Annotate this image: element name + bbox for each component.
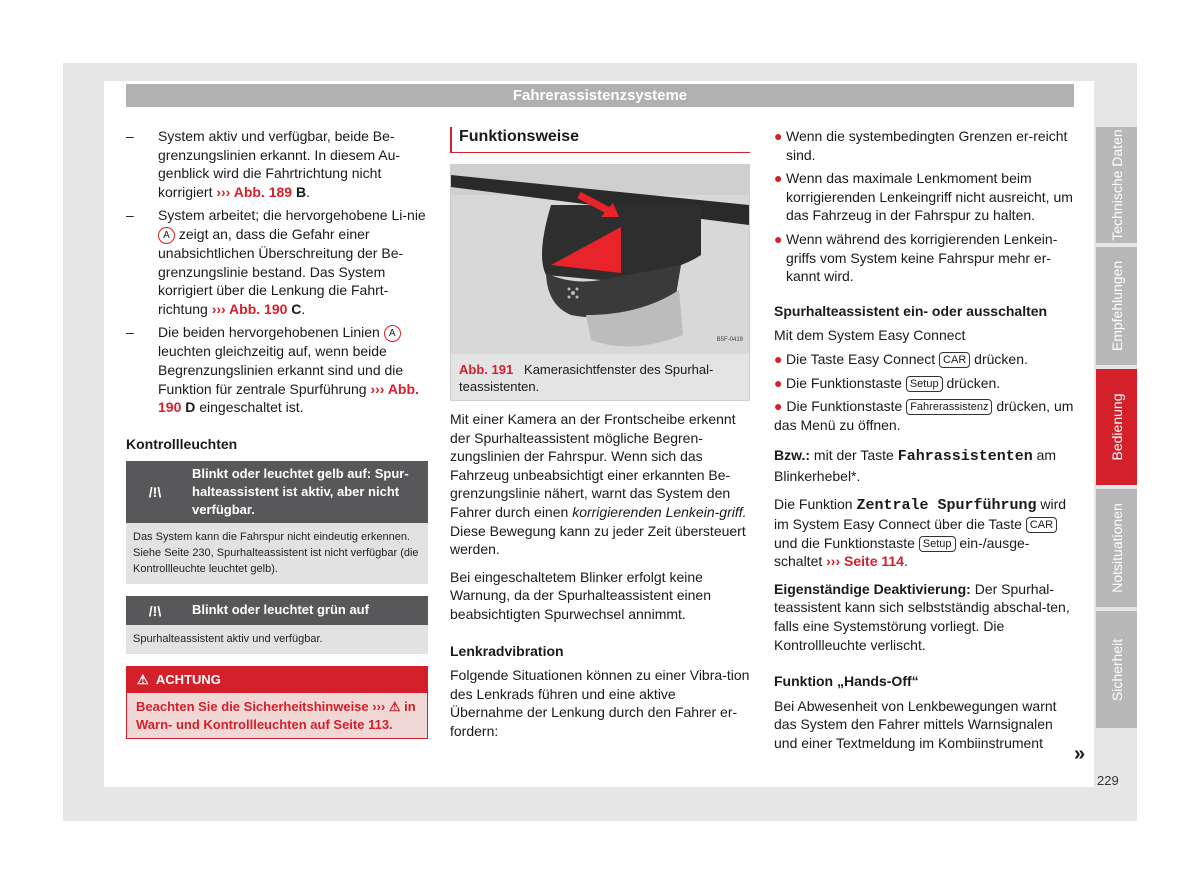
list-item (774, 169, 1076, 225)
warning-title: ACHTUNG (155, 672, 221, 688)
tab-notsituationen[interactable] (1096, 489, 1137, 607)
setup-key: Setup (919, 536, 956, 552)
dash-marker: – (126, 128, 134, 144)
column-middle (450, 127, 750, 741)
warning-header (127, 667, 427, 693)
mono-term: Zentrale Spurführung (856, 496, 1037, 514)
list-item (126, 323, 428, 416)
bullet-dot: ● (774, 230, 783, 247)
paragraph: Bei eingeschaltetem Blinker erfolgt keine Warnung, da der Spurhalteassistent einen beabsichtigten Spurwechsel annimmt. (450, 568, 711, 622)
camera-window-image (451, 165, 749, 354)
lenkradvibration-heading: Lenkradvibration (450, 642, 564, 659)
step-item (774, 374, 1076, 393)
page-link[interactable]: ››› Seite 114 (826, 553, 904, 570)
tab-label: Notsituationen (1108, 503, 1125, 593)
item-text: Wenn das maximale Lenkmoment beim korrigierenden Lenkeingriff nicht ausreicht, um das Fahrzeug in der Fahrspur zu halten. (786, 170, 1073, 224)
list-item (774, 230, 1076, 286)
paragraph-text: ein-/ausge-schaltet (774, 534, 1030, 570)
item-text: drücken, um das Menü zu öffnen. (774, 398, 1074, 433)
figure-191 (450, 164, 750, 401)
fahrerassistenz-key: Fahrerassistenz (906, 399, 992, 415)
paragraph-text: und die Funktionstaste (774, 534, 919, 551)
dash-marker: – (126, 324, 134, 341)
lane-assist-icon: /!\ (148, 602, 162, 619)
list-item (126, 127, 428, 201)
bullet-dot: ● (774, 374, 783, 391)
item-text: D (181, 399, 196, 416)
tab-empfehlungen[interactable] (1096, 247, 1137, 365)
item-text: drücken. (970, 350, 1028, 367)
indicator-lamp-green (126, 596, 428, 654)
paragraph-text: am Blinkerhebel*. (774, 447, 1057, 484)
section-title: Funktionsweise (450, 127, 750, 153)
item-text: leuchten gleichzeitig auf, wenn beide Begrenzungslinien erkannt sind und die Funktion für zentrale Spurführung (158, 343, 404, 397)
list-item (126, 206, 428, 318)
lamp-title: Blinkt oder leuchtet gelb auf: Spur-halteassistent ist aktiv, aber nicht verfügbar. (192, 466, 409, 518)
paragraph-text: Mit einer Kamera an der Frontscheibe erkennt der Spurhalteassistent mögliche Begren-zungslinien der Fahrspur. Wenn sich das Fahrzeug unbeabsichtigt einer erkannten Be-grenzungslinie nähert, warnt das System den Fahrer durch einen (450, 411, 736, 520)
paragraph: Bei Abwesenheit von Lenkbewegungen warnt das System den Fahrer mittels Warnsignalen und einer Textmeldung im Kombiinstrument (774, 697, 1057, 752)
lamp-description: Das System kann die Fahrspur nicht eindeutig erkennen. Siehe Seite 230, Spurhalteassistent ist nicht verfügbar (die Kontrollleuchte leuchtet gelb). (126, 523, 428, 584)
figure-caption (451, 354, 749, 400)
figure-link[interactable]: ››› Abb. 189 (216, 183, 293, 200)
setup-key: Setup (906, 376, 943, 392)
item-text: Wenn die systembedingten Grenzen er-reicht sind. (786, 128, 1068, 163)
figure-link[interactable]: ››› Abb. 190 (211, 300, 288, 317)
paragraph-emphasis: korrigierenden Lenkein-griff. (572, 503, 747, 520)
onoff-heading: Spurhalteassistent ein- oder ausschalten (774, 302, 1048, 319)
item-text: . (301, 300, 306, 317)
item-text: . (306, 183, 310, 200)
bullet-dot: ● (774, 170, 783, 187)
item-text: zeigt an, dass die Gefahr einer unabsichtlichen Überschreitung der Be-grenzungslinie bestand. Das System korrigiert über die Lenkung die Fahrt-richtung (158, 225, 404, 317)
chapter-header: Fahrerassistenzsysteme (126, 84, 1074, 107)
step-item (774, 397, 1076, 434)
page-number: 229 (1097, 773, 1119, 788)
list-item (774, 127, 1076, 164)
item-text: Die Funktionstaste (786, 398, 907, 415)
item-text: System arbeitet; die hervorgehobene Li-nie (158, 207, 426, 224)
step-item (774, 350, 1076, 369)
item-text: C (287, 300, 302, 317)
paragraph-text: . (903, 553, 908, 570)
circle-a-marker: A (158, 227, 175, 244)
figure-code: B5F-0419 (716, 337, 743, 344)
camera-illustration (451, 165, 749, 354)
paragraph-text: Der Spurhal-teassistent kann sich selbstständig abschal-ten, falls eine Systemstörung vorliegt. Die Kontrollleuchte verlischt. (774, 580, 1070, 653)
figure-caption-text: Kamerasichtfenster des Spurhal-teassistenten. (459, 362, 714, 394)
warning-triangle-icon: ⚠ (137, 672, 149, 688)
paragraph-text: Diese Bewegung kann zu jeder Zeit übersteuert werden. (450, 522, 746, 558)
warning-box (126, 666, 428, 739)
car-key: CAR (939, 352, 970, 368)
paragraph (774, 495, 1076, 571)
tab-label: Technische Daten (1108, 129, 1125, 241)
warning-text (127, 693, 427, 738)
tab-technische-daten[interactable] (1096, 127, 1137, 243)
item-text: Die Funktionstaste (786, 374, 906, 391)
column-left (126, 127, 428, 739)
paragraph: Mit dem System Easy Connect (774, 327, 966, 344)
lamp-header (126, 596, 428, 625)
warning-text-part: in Warn- und Kontrollleuchten auf Seite 113. (136, 699, 416, 733)
figure-label: Abb. 191 (459, 362, 514, 377)
paragraph (774, 580, 1076, 654)
paragraph (774, 446, 1076, 485)
lane-assist-icon: /!\ (148, 484, 162, 501)
car-key: CAR (1026, 517, 1057, 533)
bullet-dot: ● (774, 350, 783, 367)
paragraph: Folgende Situationen können zu einer Vibra-tion des Lenkrads führen und eine aktive Übernahme der Lenkung durch den Fahrer er-fordern: (450, 667, 750, 739)
hands-off-heading: Funktion „Hands-Off“ (774, 673, 919, 690)
tab-sicherheit[interactable] (1096, 611, 1137, 728)
paragraph-text: mit der Taste (810, 447, 898, 464)
bullet-dot: ● (774, 128, 783, 144)
tab-label: Sicherheit (1108, 638, 1125, 701)
indicator-lamp-yellow (126, 461, 428, 584)
warning-triangle-icon: ⚠ (388, 699, 401, 715)
lamp-description: Spurhalteassistent aktiv und verfügbar. (126, 625, 428, 654)
tab-bedienung[interactable] (1096, 369, 1137, 485)
bullet-dot: ● (774, 398, 783, 415)
item-text: eingeschaltet ist. (195, 399, 304, 416)
column-right (774, 127, 1076, 753)
figure-link[interactable]: ››› Abb. 190 (158, 380, 419, 416)
warning-text-part: Beachten Sie die Sicherheitshinweise ››› (136, 699, 389, 715)
dash-marker: – (126, 207, 134, 224)
item-text: System aktiv und verfügbar, beide Be-grenzungslinien erkannt. In diesem Au-genblick wird die Fahrtrichtung nicht korrigiert (158, 128, 401, 200)
item-text: Wenn während des korrigierenden Lenkein-griffs vom System keine Fahrspur mehr er-kannt wird. (786, 230, 1058, 285)
item-text: Die beiden hervorgehobenen Linien (158, 324, 384, 341)
item-text: B (292, 183, 307, 200)
tab-label: Bedienung (1108, 393, 1125, 461)
kontrollleuchten-heading: Kontrollleuchten (126, 435, 238, 452)
item-text: Die Taste Easy Connect (786, 350, 940, 367)
bold-label: Eigenständige Deaktivierung: (774, 580, 971, 597)
circle-a-marker: A (384, 325, 401, 342)
paragraph-text: Die Funktion (774, 495, 857, 512)
paragraph (450, 410, 750, 559)
tab-label: Empfehlungen (1108, 260, 1125, 352)
lamp-title: Blinkt oder leuchtet grün auf (192, 602, 369, 618)
bold-label: Bzw.: (774, 447, 811, 464)
lamp-header (126, 461, 428, 523)
mono-term: Fahrassistenten (897, 448, 1033, 466)
continue-arrow-icon: » (1074, 743, 1086, 765)
item-text: drücken. (942, 374, 1001, 391)
paragraph-text: wird im System Easy Connect über die Taste (774, 495, 1067, 533)
